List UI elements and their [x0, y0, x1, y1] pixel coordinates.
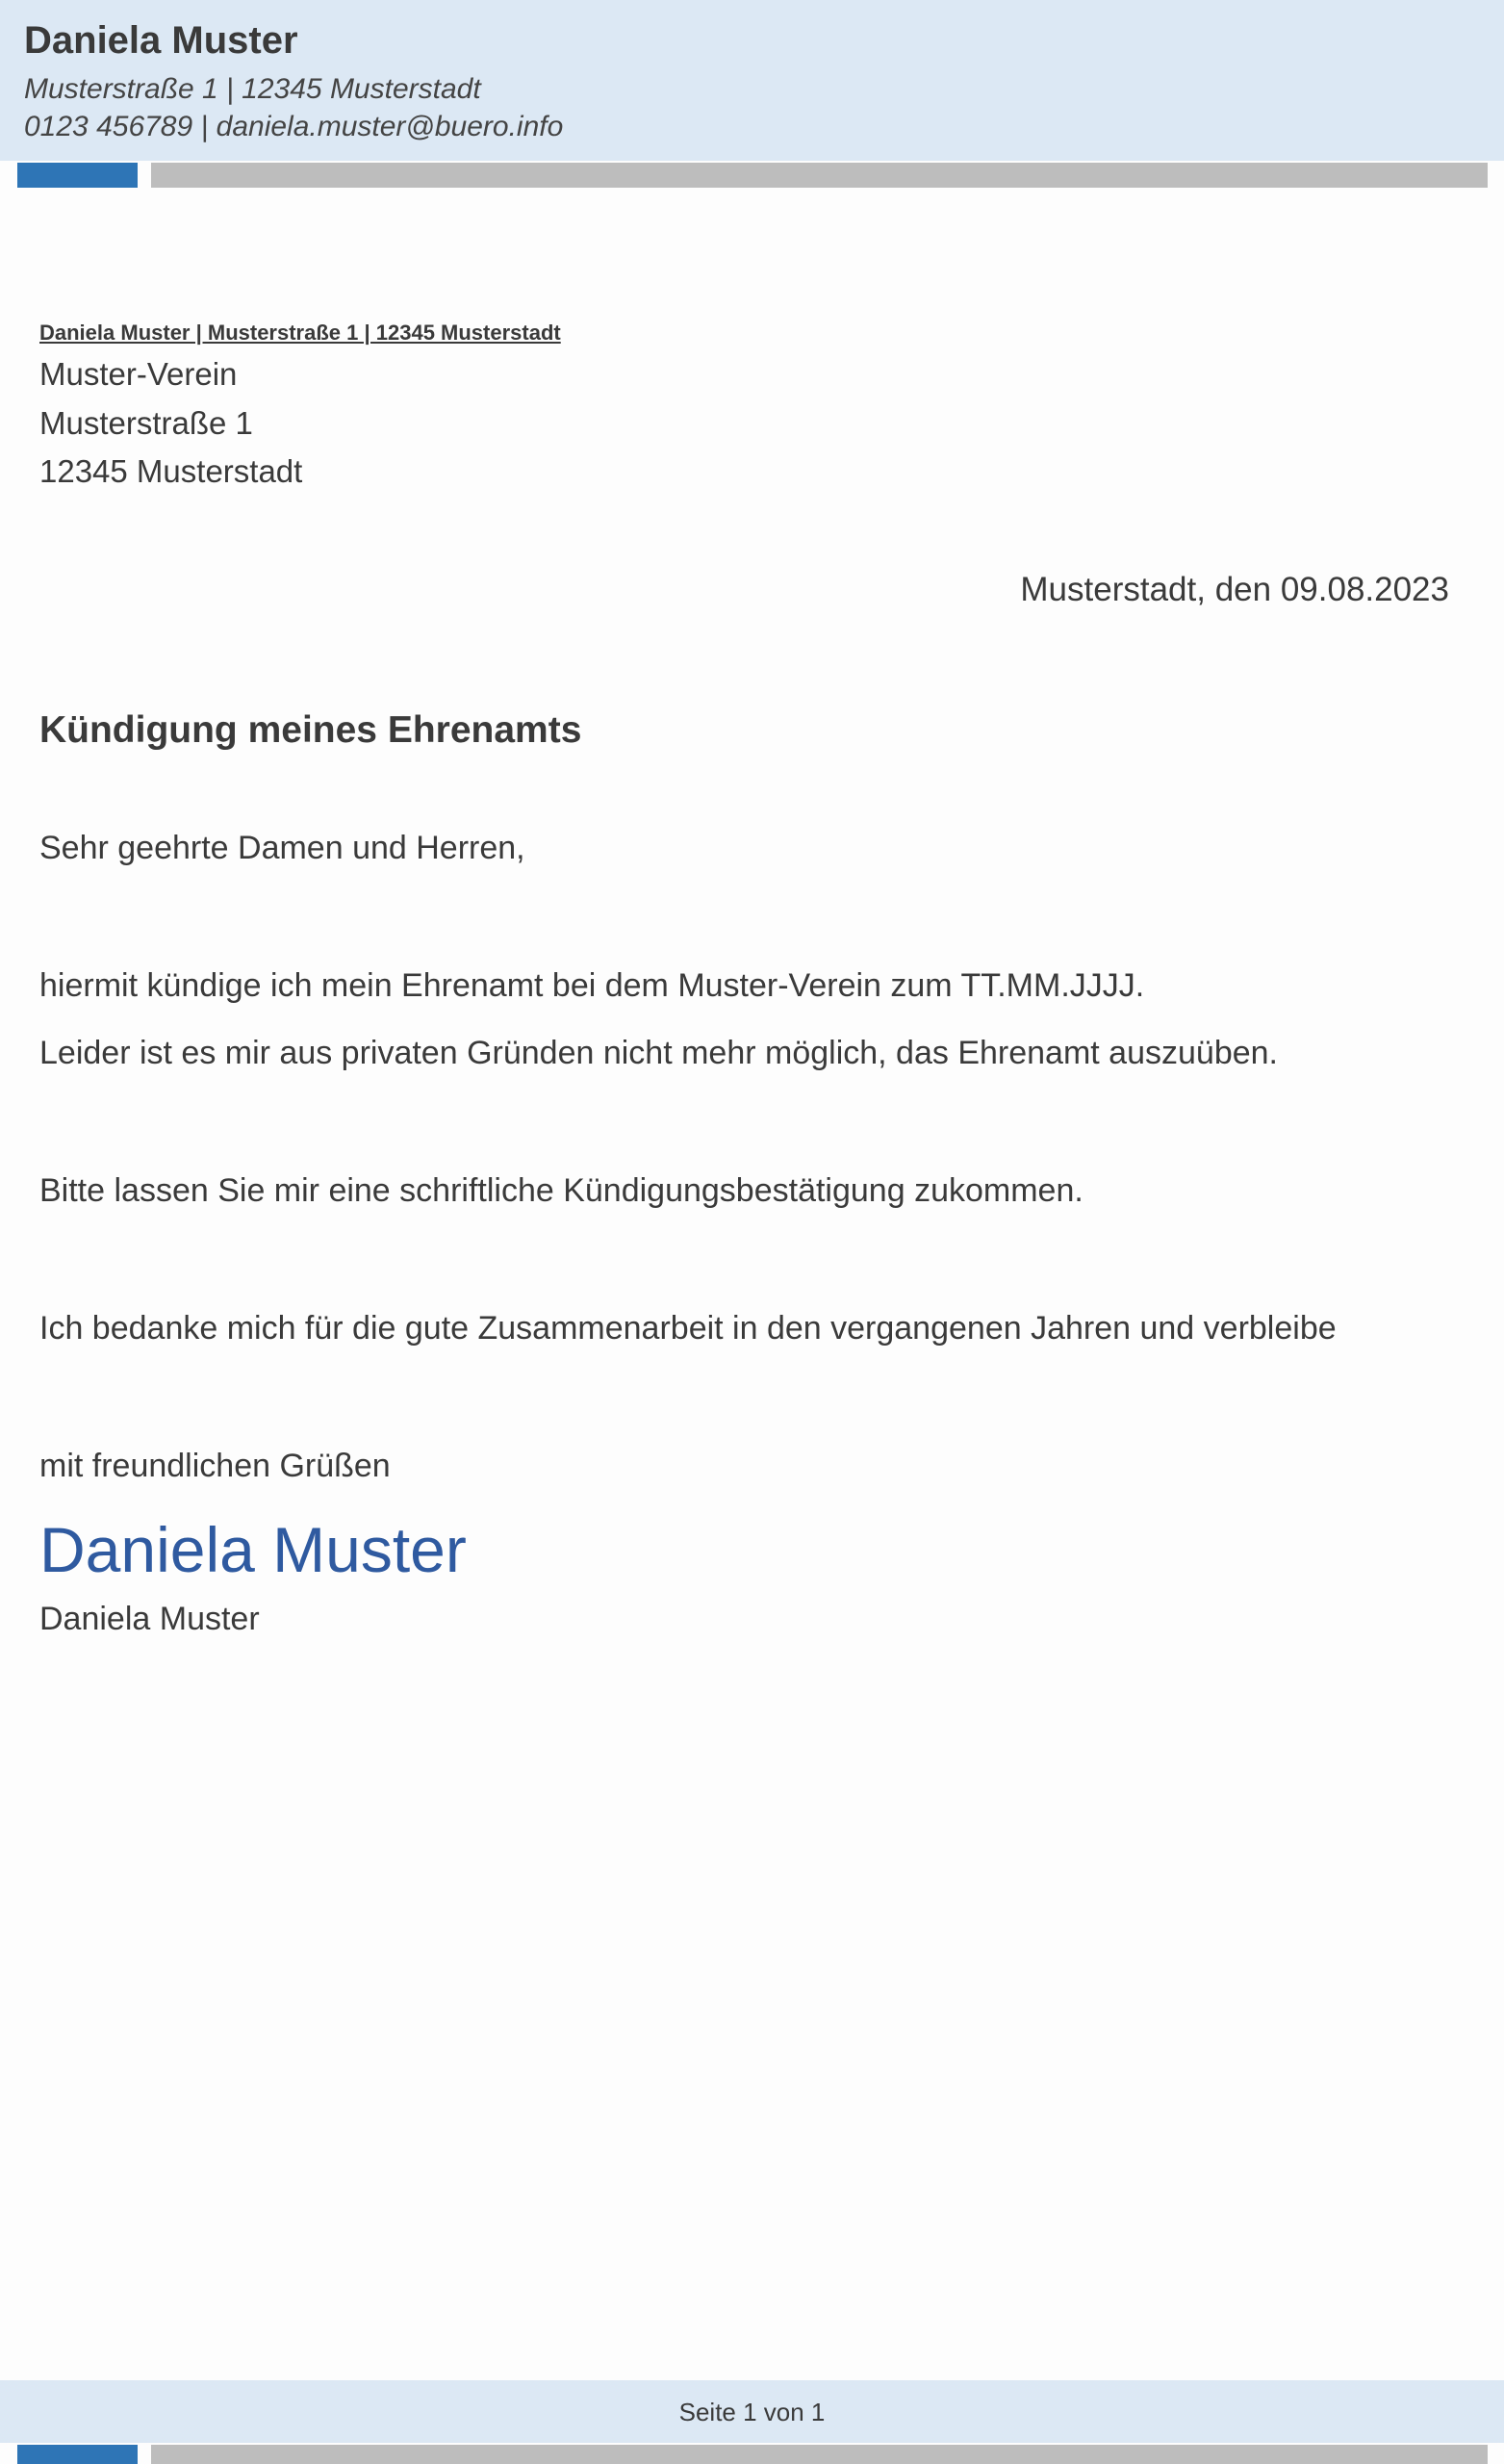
- letter-date: Musterstadt, den 09.08.2023: [1020, 571, 1449, 608]
- header-address: Musterstraße 1 | 12345 Musterstadt: [24, 73, 481, 105]
- printed-name: Daniela Muster: [39, 1601, 260, 1637]
- header-sender-name: Daniela Muster: [24, 19, 298, 62]
- letter-subject: Kündigung meines Ehrenamts: [39, 709, 582, 751]
- header-accent-bar: [17, 163, 138, 188]
- footer-accent-bar: [17, 2445, 138, 2464]
- return-address-line: Daniela Muster | Musterstraße 1 | 12345 Musterstadt: [39, 321, 561, 345]
- body-paragraph-1: hiermit kündige ich mein Ehrenamt bei dem Muster-Verein zum TT.MM.JJJJ.: [39, 967, 1145, 1004]
- header-contact: 0123 456789 | daniela.muster@buero.info: [24, 111, 564, 142]
- header-divider-bar: [151, 163, 1488, 188]
- signature: Daniela Muster: [39, 1514, 467, 1585]
- body-paragraph-2: Leider ist es mir aus privaten Gründen nicht mehr möglich, das Ehrenamt auszuüben.: [39, 1035, 1278, 1071]
- recipient-city: 12345 Musterstadt: [39, 453, 303, 489]
- recipient-name: Muster-Verein: [39, 356, 238, 392]
- closing: mit freundlichen Grüßen: [39, 1448, 391, 1484]
- salutation: Sehr geehrte Damen und Herren,: [39, 830, 525, 866]
- recipient-street: Musterstraße 1: [39, 405, 253, 441]
- body-paragraph-4: Ich bedanke mich für die gute Zusammenarbeit in den vergangenen Jahren und verbleibe: [39, 1310, 1337, 1347]
- body-paragraph-3: Bitte lassen Sie mir eine schriftliche Kündigungsbestätigung zukommen.: [39, 1172, 1083, 1209]
- page-number: Seite 1 von 1: [678, 2398, 826, 2426]
- footer-divider-bar: [151, 2445, 1488, 2464]
